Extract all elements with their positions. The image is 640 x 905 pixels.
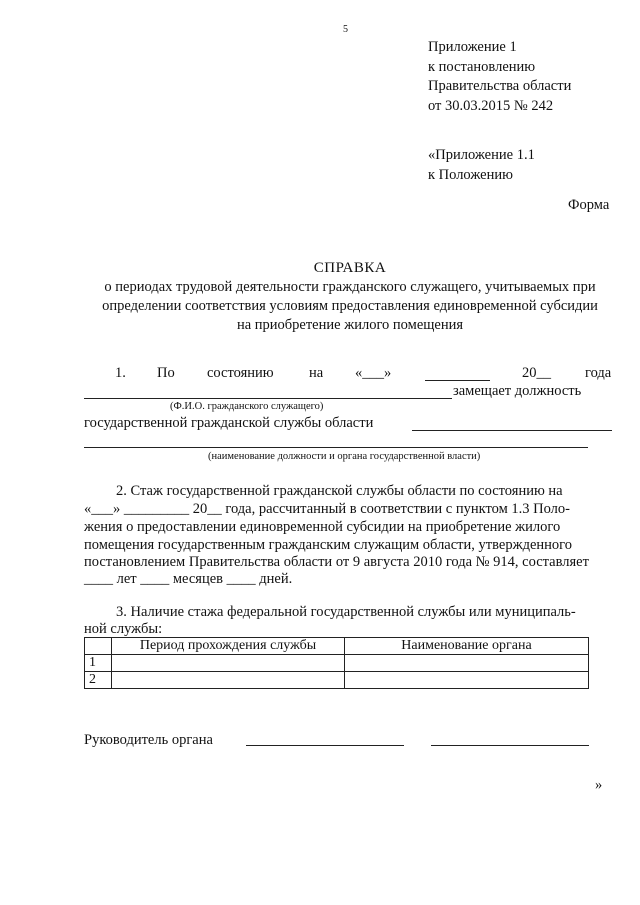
table-row [85,672,589,689]
table-row [85,655,589,672]
section1-word-goda: года [585,365,612,381]
table-cell [345,655,589,672]
section1-word-po: По [157,365,175,381]
appendix-line: от 30.03.2015 № 242 [428,97,554,114]
table-header-cell: Период прохождения службы [112,638,345,655]
section2-line: помещения государственным гражданским служащим области, утвержденного [84,537,573,553]
organ-blank [84,447,588,448]
subtitle-line: определении соответствия условиям предоставления единовременной субсидии [102,298,598,314]
position-blank [412,430,612,431]
section2-line: 2. Стаж государственной гражданской службы области по состоянию на [116,483,563,499]
page-number: 5 [343,24,348,35]
table-cell [345,672,589,689]
subtitle-line: на приобретение жилого помещения [236,317,464,333]
section2-line: «___» _________ 20__ года, рассчитанный в соответствии с пунктом 1.3 Поло- [84,501,570,517]
section1-replaces: замещает должность [453,383,582,399]
closing-quote: » [595,777,603,793]
section3-line: ной службы: [84,621,163,637]
section3-line: 3. Наличие стажа федеральной государственной службы или муниципаль- [116,604,576,620]
signature-blank [246,745,404,746]
appendix-line: к постановлению [428,58,536,75]
form-label: Форма [568,197,610,213]
section1-number: 1. [115,365,126,381]
section1-year: 20__ [522,365,551,381]
section1-position-line: государственной гражданской службы области [84,415,374,431]
table-cell [112,655,345,672]
subtitle-line: о периодах трудовой деятельности гражданского служащего, учитываемых при [104,279,596,295]
section2-line: постановлением Правительства области от 9 августа 2010 года № 914, составляет [84,554,589,570]
document-title: СПРАВКА [313,260,387,276]
table-cell: 1 [85,655,112,672]
section2-line: жения о предоставлении единовременной субсидии на приобретение жилого [84,519,561,535]
appendix-header [428,38,571,116]
position-caption: (наименование должности и органа государственной власти) [208,451,481,462]
section1-date-day: «___» [355,365,392,381]
table-cell: 2 [85,672,112,689]
document-subtitle [85,278,615,335]
appendix-sub-header [428,146,535,185]
appendix-line: Правительства области [428,78,572,94]
table-cell [112,672,345,689]
service-table [84,637,589,689]
section1-word-na: на [309,365,324,381]
name-blank [431,745,589,746]
month-blank [425,380,490,381]
table-header-cell [85,638,112,655]
appendix-line: Приложение 1 [428,39,517,55]
fio-blank [84,398,452,399]
signature-label: Руководитель органа [84,732,213,748]
fio-caption: (Ф.И.О. гражданского служащего) [170,401,324,412]
table-header-row [85,638,589,655]
appendix-sub-line: «Приложение 1.1 [428,147,535,163]
table-header-cell: Наименование органа [345,638,589,655]
section2-line: ____ лет ____ месяцев ____ дней. [84,571,293,587]
section1-word-state: состоянию [207,365,274,381]
appendix-sub-line: к Положению [428,166,513,183]
